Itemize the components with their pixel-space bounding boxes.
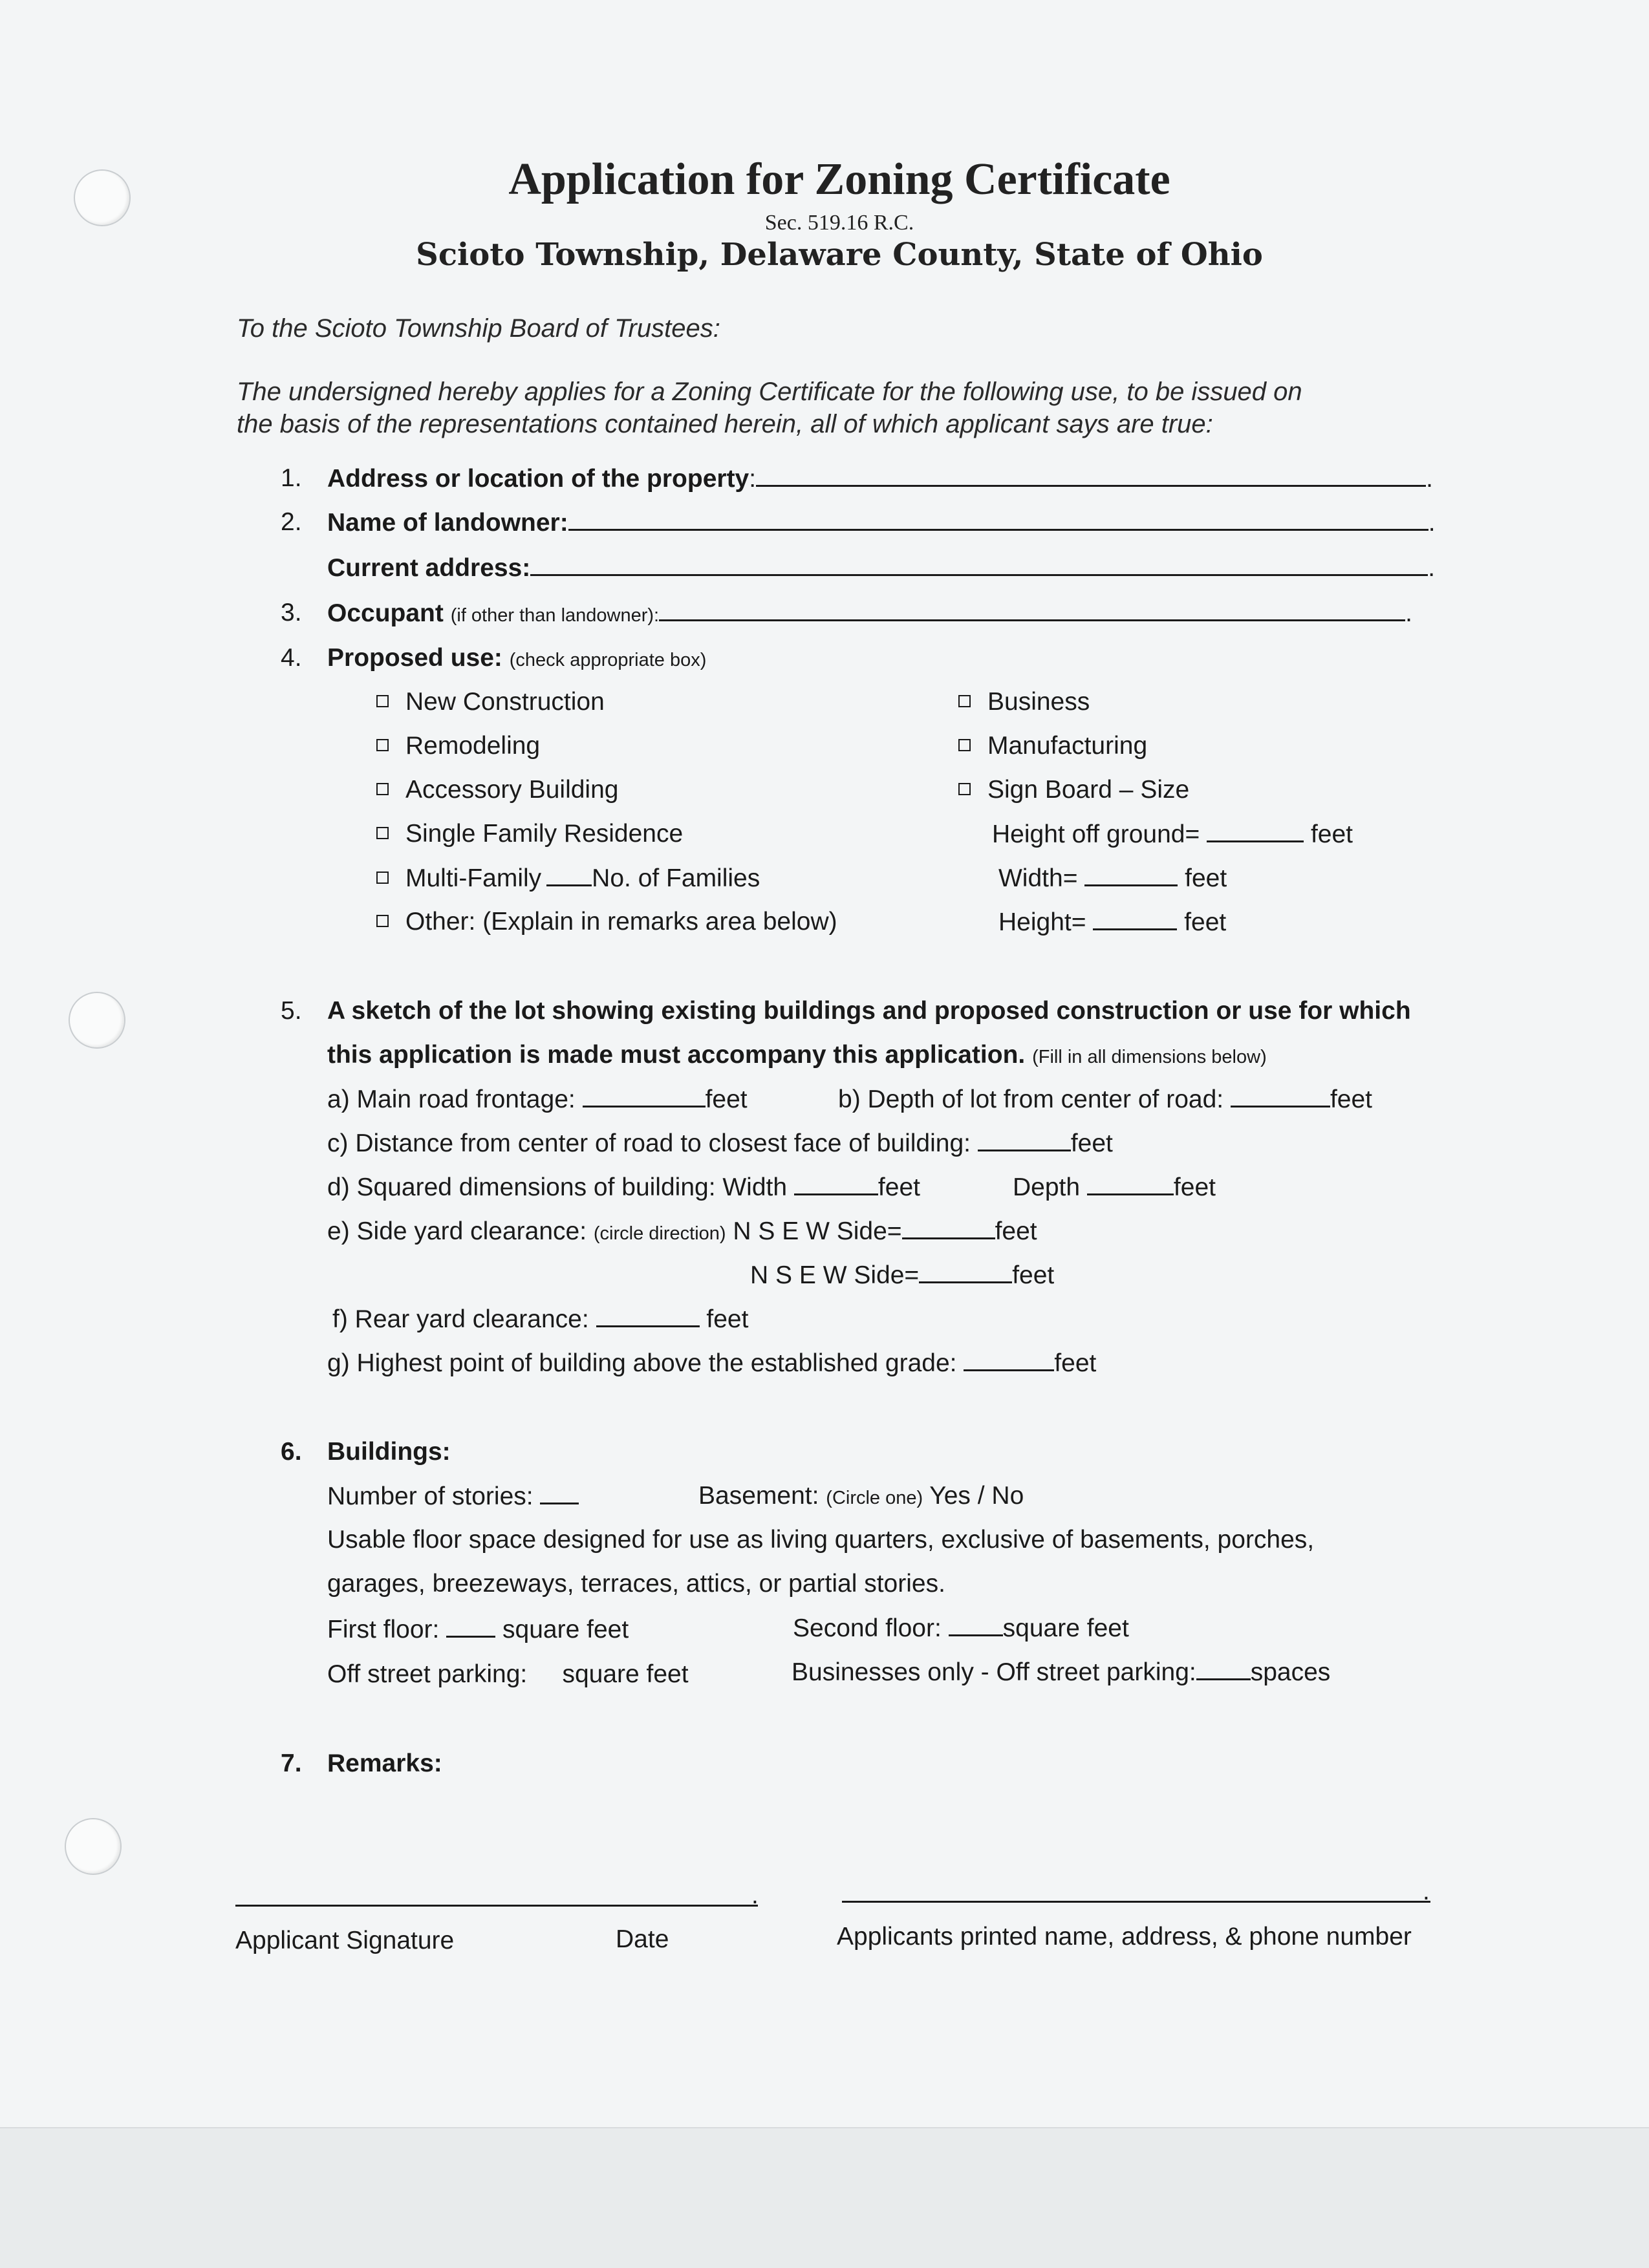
building-depth-label: Depth xyxy=(1013,1173,1081,1201)
signature-line-period: . xyxy=(751,1881,759,1909)
item-4-row xyxy=(327,644,706,672)
item-7-number: 7. xyxy=(281,1749,302,1777)
highest-point-field[interactable] xyxy=(964,1349,1054,1371)
unit-label: feet xyxy=(1012,1261,1055,1289)
main-road-frontage-label: a) Main road frontage: xyxy=(327,1086,576,1113)
side-yard-row-2 xyxy=(750,1261,1054,1290)
basement-row xyxy=(698,1482,1024,1510)
checkbox[interactable] xyxy=(376,827,389,839)
use-label: Manufacturing xyxy=(987,732,1148,760)
lot-depth-row xyxy=(838,1085,1372,1114)
stories-field[interactable] xyxy=(540,1482,579,1504)
item-4-number: 4. xyxy=(281,644,302,672)
building-width-label: d) Squared dimensions of building: Width xyxy=(327,1173,788,1201)
applicant-signature-label: Applicant Signature xyxy=(235,1927,455,1954)
date-label: Date xyxy=(616,1925,669,1953)
use-option-remodeling[interactable] xyxy=(376,732,540,760)
road-distance-field[interactable] xyxy=(978,1129,1071,1151)
side-yard-field-2[interactable] xyxy=(919,1261,1012,1283)
checkbox[interactable] xyxy=(958,739,971,751)
unit-label: feet xyxy=(1310,820,1353,848)
side-yard-field-1[interactable] xyxy=(902,1217,995,1239)
item-3-note: (if other than landowner): xyxy=(450,605,660,626)
building-depth-field[interactable] xyxy=(1087,1173,1174,1195)
landowner-field[interactable] xyxy=(568,508,1428,531)
first-floor-row xyxy=(327,1615,629,1644)
use-label: Accessory Building xyxy=(405,776,619,804)
families-count-field[interactable] xyxy=(546,864,592,886)
punch-hole-bottom xyxy=(65,1818,122,1875)
section-reference: Sec. 519.16 R.C. xyxy=(764,211,914,235)
item-5-number: 5. xyxy=(281,997,302,1025)
stories-label: Number of stories: xyxy=(327,1482,534,1510)
checkbox[interactable] xyxy=(958,783,971,795)
use-option-other[interactable] xyxy=(376,908,837,936)
unit-label: feet xyxy=(1070,1129,1113,1157)
parking-label: Off street parking: xyxy=(327,1660,528,1688)
business-parking-label: Businesses only - Off street parking: xyxy=(792,1658,1196,1686)
usable-space-line-2: garages, breezeways, terraces, attics, or partial stories. xyxy=(327,1570,945,1598)
use-label: Single Family Residence xyxy=(405,820,684,848)
first-floor-field[interactable] xyxy=(446,1615,495,1638)
checkbox[interactable] xyxy=(958,695,971,707)
checkbox[interactable] xyxy=(376,739,389,751)
rear-yard-field[interactable] xyxy=(596,1305,700,1327)
sign-height-ground-field[interactable] xyxy=(1207,820,1304,842)
checkbox[interactable] xyxy=(376,783,389,795)
use-option-multi-family[interactable] xyxy=(376,864,760,893)
item-7-label: Remarks: xyxy=(327,1749,442,1777)
item-6-label: Buildings: xyxy=(327,1438,451,1466)
unit-label: square feet xyxy=(562,1660,689,1688)
intro-line-2: the basis of the representations contained herein, all of which applicant says are true: xyxy=(237,410,1213,438)
lot-depth-field[interactable] xyxy=(1231,1085,1330,1107)
building-width-field[interactable] xyxy=(794,1173,878,1195)
unit-label: feet xyxy=(995,1217,1037,1245)
item-3-label: Occupant xyxy=(327,599,444,627)
applicant-signature-line[interactable] xyxy=(235,1905,758,1907)
item-4-label: Proposed use: xyxy=(327,644,502,672)
address-field[interactable] xyxy=(756,464,1426,487)
direction-choices[interactable]: N S E W Side= xyxy=(750,1261,920,1289)
printed-name-label: Applicants printed name, address, & phone number xyxy=(837,1923,1412,1951)
second-floor-field[interactable] xyxy=(949,1614,1003,1636)
rear-yard-label: f) Rear yard clearance: xyxy=(332,1305,589,1333)
remarks-area[interactable] xyxy=(327,1791,1439,1875)
page-subtitle: Scioto Township, Delaware County, State of Ohio xyxy=(416,237,1263,273)
road-distance-row xyxy=(327,1129,1113,1158)
unit-label: feet xyxy=(706,1305,749,1333)
highest-point-label: g) Highest point of building above the established grade: xyxy=(327,1349,957,1377)
first-floor-label: First floor: xyxy=(327,1616,440,1643)
sign-height-ground-row xyxy=(992,820,1353,849)
sign-height-field[interactable] xyxy=(1093,908,1177,930)
scanner-bed-strip xyxy=(0,2127,1649,2268)
use-label: New Construction xyxy=(405,688,605,716)
page-title: Application for Zoning Certificate xyxy=(508,155,1170,204)
sign-height-ground-label: Height off ground= xyxy=(992,820,1200,848)
current-address-label: Current address: xyxy=(327,554,531,582)
use-option-accessory-building[interactable] xyxy=(376,776,618,804)
rear-yard-row xyxy=(332,1305,748,1334)
direction-choices[interactable]: N S E W Side= xyxy=(733,1217,902,1245)
item-3-row: Occupant (if other than landowner): . xyxy=(327,599,1412,627)
item-2-row: Name of landowner: . xyxy=(327,509,1436,537)
second-floor-row xyxy=(793,1614,1129,1643)
building-depth-row xyxy=(1013,1173,1216,1202)
use-label: Business xyxy=(987,688,1090,716)
use-label: Sign Board – Size xyxy=(987,776,1190,804)
item-2-label: Name of landowner: xyxy=(327,509,568,537)
use-option-business[interactable] xyxy=(958,688,1090,716)
printed-name-line[interactable] xyxy=(842,1901,1430,1903)
use-label: Multi-Family xyxy=(405,864,542,892)
highest-point-row xyxy=(327,1349,1096,1378)
item-5-line-2 xyxy=(327,1041,1267,1069)
unit-label: square feet xyxy=(1002,1614,1129,1642)
salutation: To the Scioto Township Board of Trustees: xyxy=(237,314,720,343)
item-4-note: (check appropriate box) xyxy=(509,650,707,670)
item-1-colon: : xyxy=(749,465,757,493)
item-5-line-2-text: this application is made must accompany this application. xyxy=(327,1041,1026,1069)
unit-label: feet xyxy=(705,1086,748,1113)
intro-line-1: The undersigned hereby applies for a Zoning Certificate for the following use, to be issued on xyxy=(237,378,1302,406)
occupant-field[interactable] xyxy=(659,599,1405,621)
unit-label: feet xyxy=(878,1173,920,1201)
main-road-frontage-field[interactable] xyxy=(583,1085,706,1107)
punch-hole-middle xyxy=(69,992,125,1049)
basement-label: Basement: xyxy=(698,1482,819,1510)
unit-label: feet xyxy=(1054,1349,1097,1377)
current-address-field[interactable] xyxy=(530,553,1428,576)
use-option-sign-board[interactable] xyxy=(958,776,1189,804)
unit-label: feet xyxy=(1184,908,1227,936)
parking-row xyxy=(327,1660,689,1689)
item-1-number: 1. xyxy=(281,464,302,492)
unit-label: feet xyxy=(1185,864,1227,892)
basement-note: (Circle one) xyxy=(826,1488,923,1508)
sign-width-row xyxy=(998,864,1227,893)
business-parking-field[interactable] xyxy=(1196,1658,1251,1680)
item-3-number: 3. xyxy=(281,599,302,626)
printed-line-period: . xyxy=(1423,1878,1430,1905)
sign-height-label: Height= xyxy=(998,908,1086,936)
checkbox[interactable] xyxy=(376,872,389,884)
unit-label: feet xyxy=(1173,1173,1216,1201)
use-option-manufacturing[interactable] xyxy=(958,732,1147,760)
use-option-single-family[interactable] xyxy=(376,820,683,848)
item-6-number: 6. xyxy=(281,1438,302,1466)
use-label: Other: (Explain in remarks area below) xyxy=(405,908,837,936)
building-dimensions-row xyxy=(327,1173,920,1202)
item-2-number: 2. xyxy=(281,508,302,536)
sign-width-label: Width= xyxy=(998,864,1078,892)
unit-label: square feet xyxy=(502,1616,629,1643)
side-yard-label: e) Side yard clearance: xyxy=(327,1217,587,1245)
lot-depth-label: b) Depth of lot from center of road: xyxy=(838,1086,1224,1113)
side-yard-note: (circle direction) xyxy=(593,1223,726,1244)
road-distance-label: c) Distance from center of road to closest face of building: xyxy=(327,1129,971,1157)
item-1-label: Address or location of the property xyxy=(327,465,749,493)
second-floor-label: Second floor: xyxy=(793,1614,942,1642)
sign-height-row xyxy=(998,908,1226,937)
sign-width-field[interactable] xyxy=(1084,864,1178,886)
main-road-frontage-row xyxy=(327,1085,748,1114)
current-address-row: Current address: . xyxy=(327,554,1436,582)
stories-row xyxy=(327,1482,579,1511)
business-parking-row xyxy=(792,1658,1330,1687)
use-option-new-construction[interactable] xyxy=(376,688,605,716)
item-5-note: (Fill in all dimensions below) xyxy=(1032,1047,1267,1067)
unit-label: spaces xyxy=(1250,1658,1331,1686)
item-5-line-1: A sketch of the lot showing existing buildings and proposed construction or use for which xyxy=(327,997,1411,1025)
item-1-row: Address or location of the property: . xyxy=(327,465,1433,493)
side-yard-row-1 xyxy=(327,1217,1037,1246)
checkbox[interactable] xyxy=(376,915,389,927)
checkbox[interactable] xyxy=(376,695,389,707)
basement-options[interactable]: Yes / No xyxy=(929,1482,1024,1510)
usable-space-line-1: Usable floor space designed for use as living quarters, exclusive of basements, porches, xyxy=(327,1526,1315,1554)
unit-label: feet xyxy=(1330,1086,1373,1113)
families-label: No. of Families xyxy=(592,864,760,892)
use-label: Remodeling xyxy=(405,732,541,760)
